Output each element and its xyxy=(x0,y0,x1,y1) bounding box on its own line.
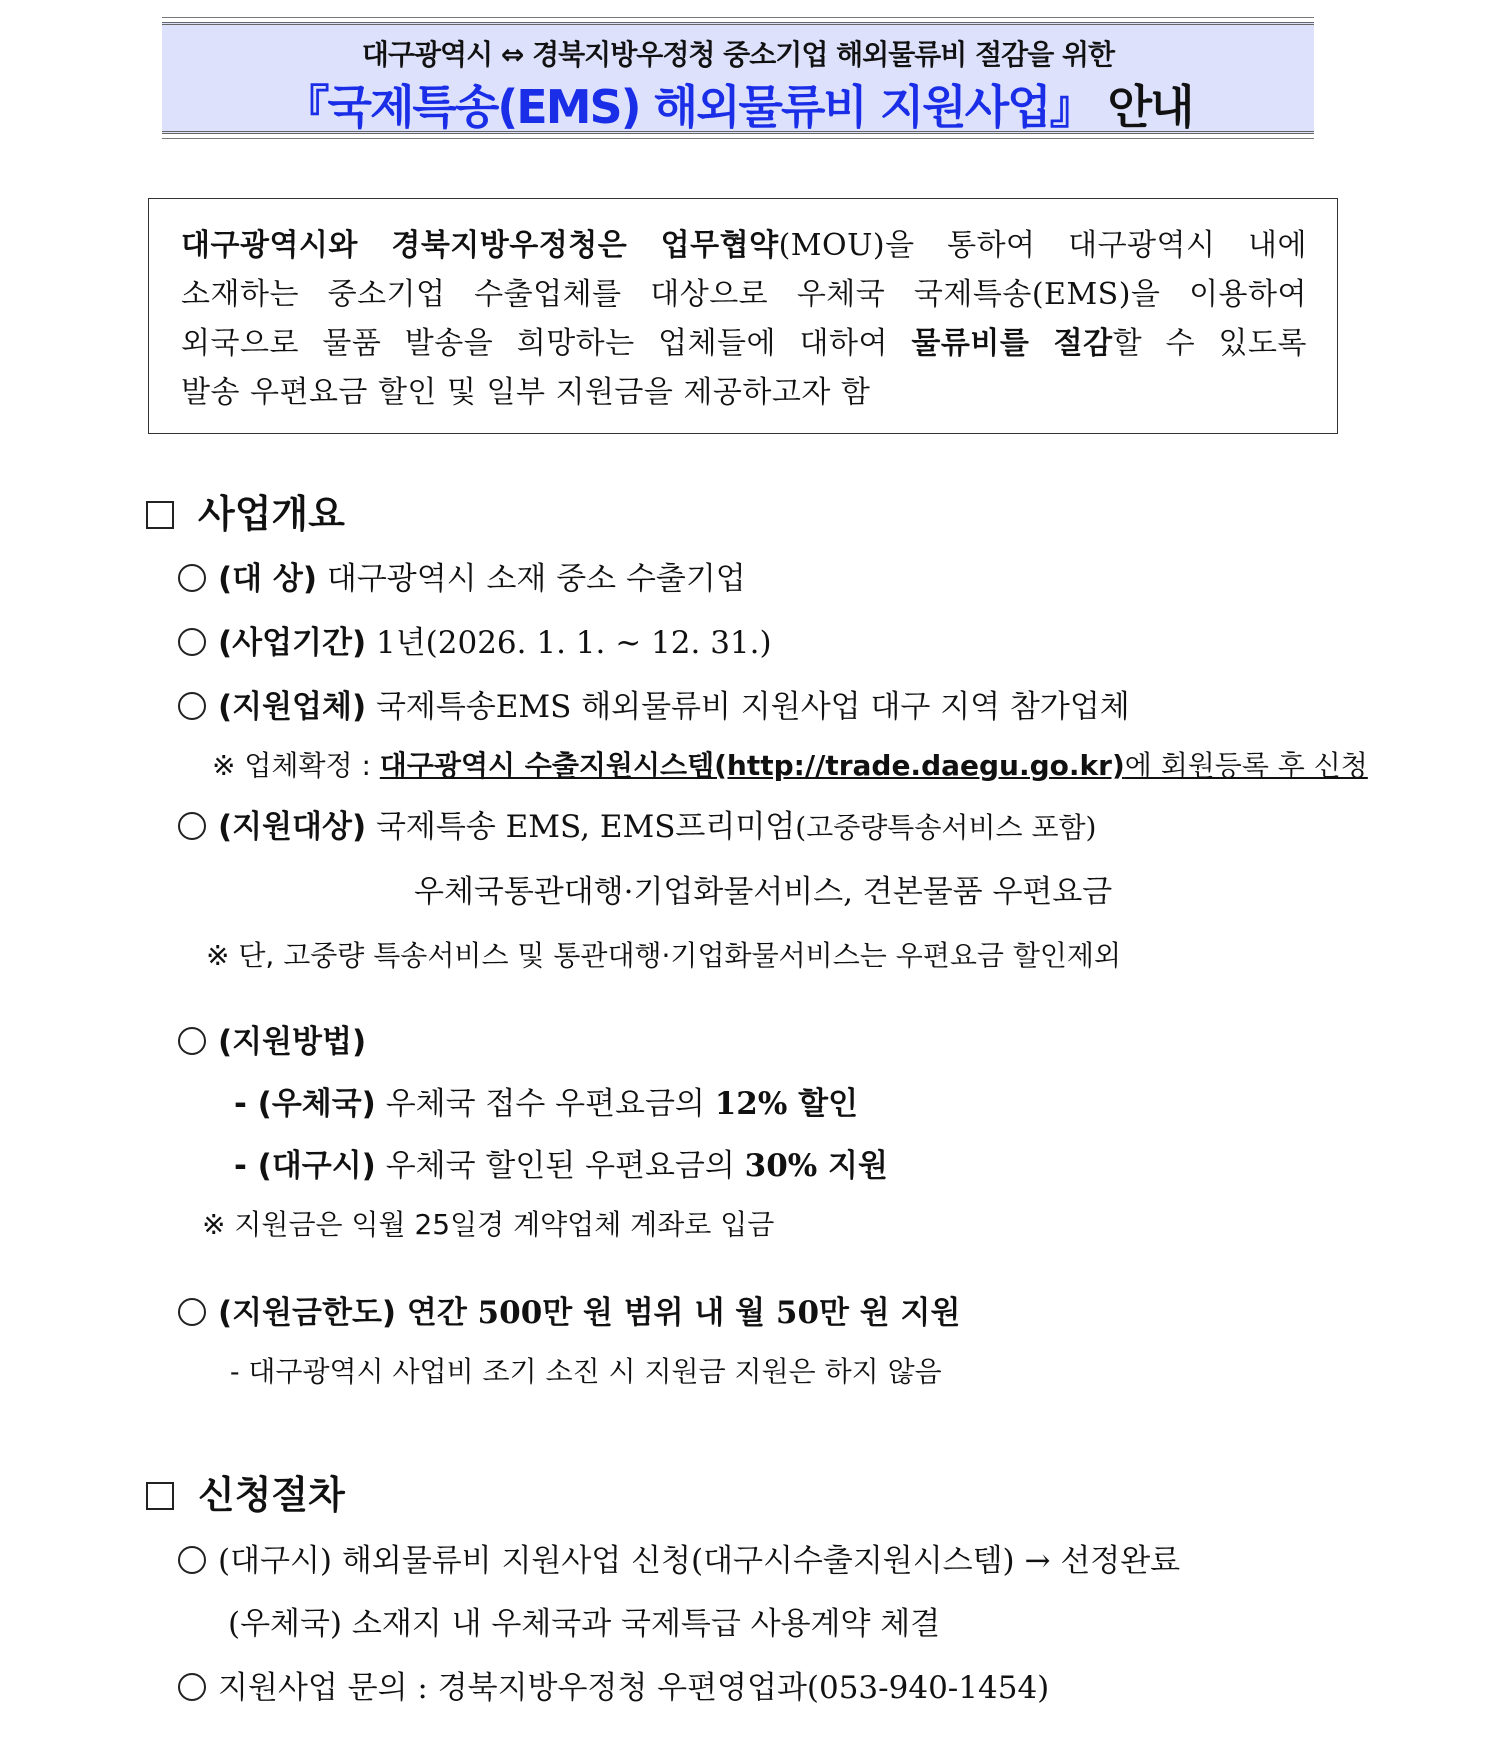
method-city xyxy=(234,1140,888,1185)
intro-box xyxy=(148,198,1338,434)
circle-bullet-icon xyxy=(178,1298,206,1326)
trade-system-link[interactable]: 대구광역시 수출지원시스템(http://trade.daegu.go.kr) xyxy=(379,749,1125,782)
method-post-value: 우체국 접수 우편요금의 xyxy=(375,1086,715,1122)
company-value: 국제특송EMS 해외물류비 지원사업 대구 지역 참가업체 xyxy=(366,689,1130,725)
banner-title-main: 『국제특송(EMS) 해외물류비 지원사업』 xyxy=(283,80,1094,134)
section-overview-title xyxy=(146,483,345,538)
circle-bullet-icon xyxy=(178,1673,206,1701)
intro-line-1-bold: 대구광역시와 경북지방우정청은 업무협약 xyxy=(181,228,779,263)
intro-line-1 xyxy=(181,221,1307,270)
company-note xyxy=(212,744,1368,784)
procedure-step-1 xyxy=(178,1535,1180,1580)
period-value: 1년(2026. 1. 1. ~ 12. 31.) xyxy=(366,625,772,661)
section-procedure-title xyxy=(146,1464,345,1519)
intro-line-3 xyxy=(181,319,1307,368)
circle-bullet-icon xyxy=(178,564,206,592)
banner-title xyxy=(162,71,1314,137)
limit-value: 연간 500만 원 범위 내 월 50만 원 지원 xyxy=(396,1295,961,1331)
scope-label: (지원대상) xyxy=(218,809,367,845)
banner-subtitle: 대구광역시 ⇔ 경북지방우정청 중소기업 해외물류비 절감을 위한 xyxy=(361,38,1115,71)
scope-line-2: 우체국통관대행·기업화물서비스, 견본물품 우편요금 xyxy=(414,874,1113,910)
procedure-inquiry xyxy=(178,1662,1049,1707)
target-label: (대 상) xyxy=(218,561,318,597)
overview-method xyxy=(178,1016,366,1061)
overview-period xyxy=(178,617,772,662)
method-label: (지원방법) xyxy=(218,1024,367,1060)
title-banner xyxy=(162,22,1314,134)
period-label: (사업기간) xyxy=(218,625,367,661)
company-note-prefix: ※ 업체확정 : xyxy=(212,749,380,782)
method-city-bold: 30% 지원 xyxy=(744,1148,888,1184)
method-city-value: 우체국 할인된 우편요금의 xyxy=(375,1148,745,1184)
scope-value: 국제특송 EMS, EMS프리미엄 xyxy=(366,809,796,845)
target-value: 대구광역시 소재 중소 수출기업 xyxy=(317,561,746,597)
method-post-label: - (우체국) xyxy=(234,1086,376,1122)
limit-label: (지원금한도) xyxy=(218,1295,397,1331)
procedure-inquiry-text: 지원사업 문의 : 경북지방우정청 우편영업과(053-940-1454) xyxy=(218,1670,1050,1706)
square-bullet-icon xyxy=(146,1482,174,1510)
scope-note: ※ 단, 고중량 특송서비스 및 통관대행·기업화물서비스는 우편요금 할인제외 xyxy=(206,939,1122,972)
intro-line-2: 소재하는 중소기업 수출업체를 대상으로 우체국 국제특송(EMS)을 이용하여 xyxy=(181,277,1307,312)
intro-line-3-a: 외국으로 물품 발송을 희망하는 업체들에 대하여 xyxy=(181,326,912,361)
circle-bullet-icon xyxy=(178,1546,206,1574)
method-city-label: - (대구시) xyxy=(234,1148,376,1184)
overview-limit xyxy=(178,1287,960,1332)
square-bullet-icon xyxy=(146,501,174,529)
circle-bullet-icon xyxy=(178,628,206,656)
overview-target xyxy=(178,553,746,598)
company-note-suffix: 에 회원등록 후 신청 xyxy=(1124,749,1368,782)
method-post-bold: 12% 할인 xyxy=(714,1086,859,1122)
section-overview-label: 사업개요 xyxy=(198,492,345,536)
overview-scope xyxy=(178,801,1096,846)
circle-bullet-icon xyxy=(178,692,206,720)
method-note: ※ 지원금은 익월 25일경 계약업체 계좌로 입금 xyxy=(202,1208,775,1241)
intro-line-3-b: 할 수 있도록 xyxy=(1112,326,1307,361)
circle-bullet-icon xyxy=(178,1027,206,1055)
intro-line-1-rest: (MOU)을 통하여 대구광역시 내에 xyxy=(778,228,1307,263)
banner-title-tail: 안내 xyxy=(1093,80,1193,134)
method-post xyxy=(234,1078,858,1123)
company-label: (지원업체) xyxy=(218,689,367,725)
procedure-step-1-text: (대구시) 해외물류비 지원사업 신청(대구시수출지원시스템) → 선정완료 xyxy=(218,1543,1181,1579)
procedure-step-2: (우체국) 소재지 내 우체국과 국제특급 사용계약 체결 xyxy=(228,1606,941,1642)
limit-note: - 대구광역시 사업비 조기 소진 시 지원금 지원은 하지 않음 xyxy=(230,1355,942,1388)
circle-bullet-icon xyxy=(178,812,206,840)
overview-company xyxy=(178,681,1130,726)
intro-line-3-bold: 물류비를 절감 xyxy=(911,326,1113,361)
scope-paren: (고중량특송서비스 포함) xyxy=(795,811,1097,844)
section-procedure-label: 신청절차 xyxy=(198,1473,345,1517)
intro-line-4: 발송 우편요금 할인 및 일부 지원금을 제공하고자 함 xyxy=(181,375,871,410)
